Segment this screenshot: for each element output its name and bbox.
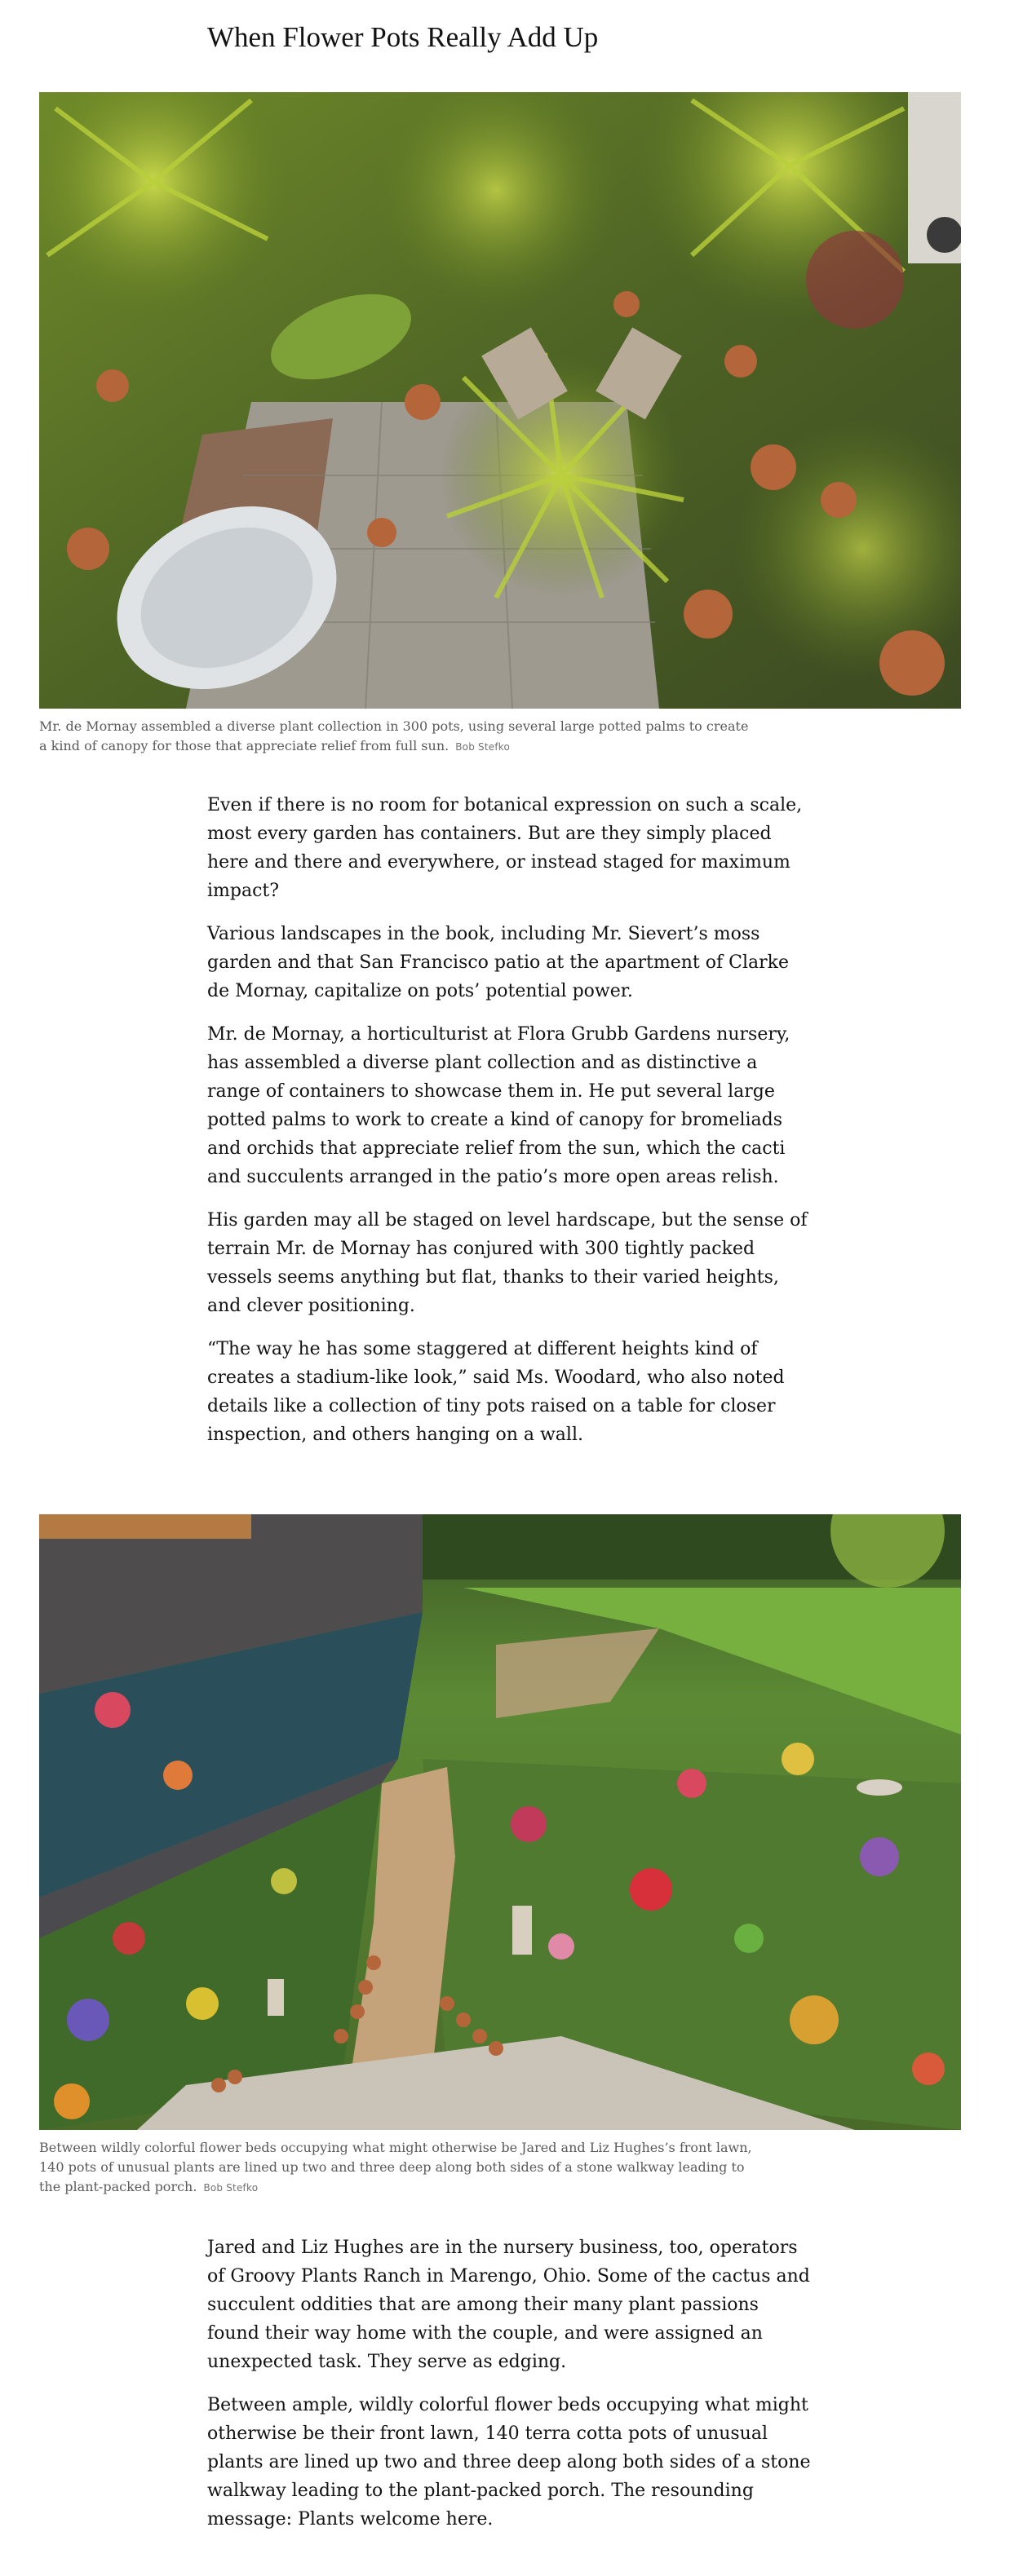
article-paragraph: Even if there is no room for botanical expression on such a scale, most every garden has containers. But are they simply placed here and there and everywhere, or instead staged for maximum impact? — [207, 795, 803, 901]
patio-garden-photo — [39, 92, 961, 709]
article-paragraph: Jared and Liz Hughes are in the nursery business, too, operators of Groovy Plants Ranch in Marengo, Ohio. Some of the cactus and succulent oddities that are among their many plant passions found their way home with the couple, and were assigned an unexpected task. They serve as edging. — [207, 2238, 810, 2372]
front-yard-garden-photo — [39, 1514, 961, 2130]
photo-credit: Bob Stefko — [455, 741, 511, 753]
figure-caption — [39, 2138, 757, 2198]
caption-text: Mr. de Mornay assembled a diverse plant collection in 300 pots, using several large potted palms to create a kind of canopy for those that appreciate relief from full sun. — [39, 718, 749, 753]
article-paragraph: Various landscapes in the book, including Mr. Sievert’s moss garden and that San Francisco patio at the apartment of Clarke de Mornay, capitalize on pots’ potential power. — [207, 924, 790, 1001]
article-body-section-1 — [207, 791, 811, 1464]
article-paragraph: “The way he has some staggered at different heights kind of creates a stadium-like look,” said Ms. Woodard, who also noted details like a collection of tiny pots raised on a table for closer inspection, and others hanging on a wall. — [207, 1339, 785, 1445]
article-heading: When Flower Pots Really Add Up — [207, 21, 599, 53]
article-paragraph: His garden may all be staged on level hardscape, but the sense of terrain Mr. de Mornay has conjured with 300 tightly packed vessels seems anything but flat, thanks to their varied heights, and clever positioning. — [207, 1210, 808, 1316]
patio-garden-figure — [39, 92, 961, 757]
article-paragraph: Mr. de Mornay, a horticulturist at Flora Grubb Gardens nursery, has assembled a diverse plant collection and as distinctive a range of containers to showcase them in. He put several large potted palms to work to create a kind of canopy for bromeliads and orchids that appreciate relief from the sun, which the cacti and succulents arranged in the patio’s more open areas relish. — [207, 1024, 790, 1187]
article-paragraph: Between ample, wildly colorful flower beds occupying what might otherwise be their front lawn, 140 terra cotta pots of unusual plants are lined up two and three deep along both sides of a stone walkway leading to the plant-packed porch. The resounding message: Plants welcome here. — [207, 2395, 811, 2530]
article-body-section-2 — [207, 2234, 811, 2548]
photo-credit: Bob Stefko — [203, 2182, 259, 2194]
front-yard-garden-figure — [39, 1514, 961, 2198]
figure-caption — [39, 717, 757, 757]
caption-text: Between wildly colorful flower beds occupying what might otherwise be Jared and Liz Hughes’s front lawn, 140 pots of unusual plants are lined up two and three deep along both sides of a stone walkway leading to the plant-packed porch. — [39, 2140, 752, 2194]
